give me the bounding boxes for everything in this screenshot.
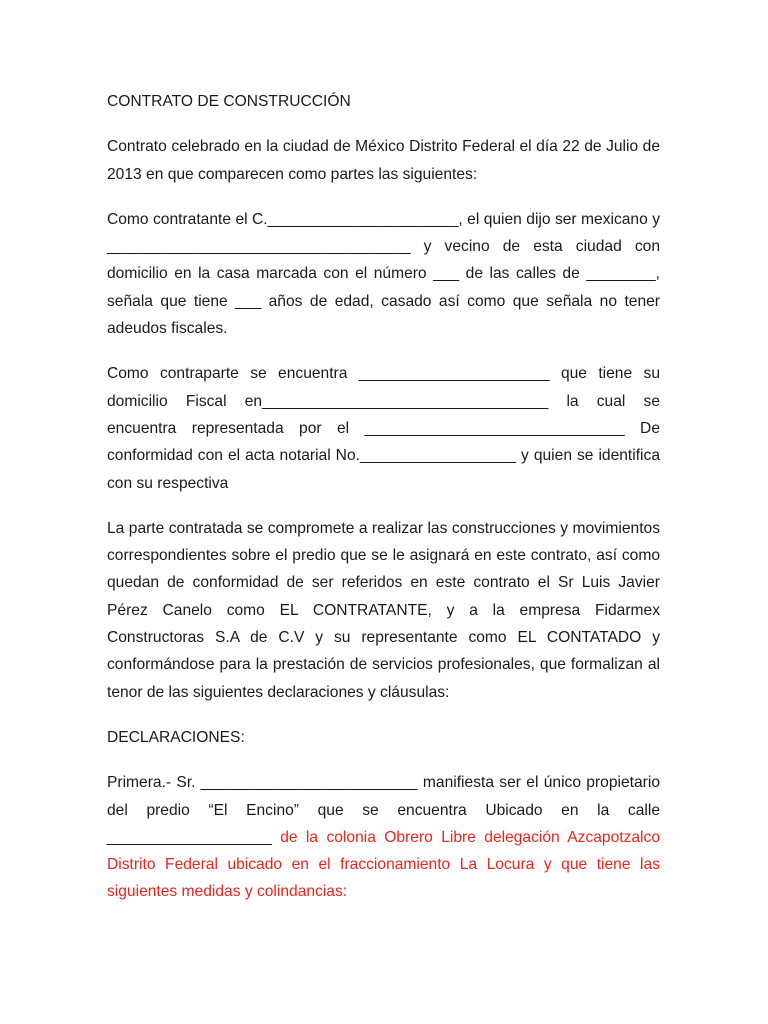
first-declaration-paragraph <box>107 769 660 905</box>
commitment-paragraph: La parte contratada se compromete a realizar las construcciones y movimientos correspondientes sobre el predio que se le asignará en este contrato, así como quedan de conformidad de ser referidos en este contrato el Sr Luis Javier Pérez Canelo como EL CONTRATANTE, y a la empresa Fidarmex Constructoras S.A de C.V y su representante como EL CONTATADO y conformándose para la prestación de servicios profesionales, que formalizan al tenor de las siguientes declaraciones y cláusulas: <box>107 519 660 701</box>
contract-title: CONTRATO DE CONSTRUCCIÓN <box>107 93 351 110</box>
intro-paragraph: Contrato celebrado en la ciudad de México Distrito Federal el día 22 de Julio de 2013 en que comparecen como partes las siguientes: <box>107 138 660 183</box>
first-declaration-text: Primera.- Sr. _________________________ manifiesta ser el único propietario del predio “El Encino” que se encuentra Ubicado en la calle ___________________ <box>107 774 660 846</box>
counterparty-paragraph: Como contraparte se encuentra ______________________ que tiene su domicilio Fiscal en_________________________________ la cual se encuentra representada por el ______________________________ De conformidad con el acta notarial No.__________________ y quien se identifica con su respectiva <box>107 365 660 492</box>
first-declaration-location-text: de la colonia Obrero Libre delegación Azcapotzalco Distrito Federal ubicado en el fraccionamiento La Locura y que tiene las siguientes medidas y colindancias: <box>107 828 660 901</box>
declarations-heading: DECLARACIONES: <box>107 728 245 746</box>
contract-page <box>107 88 660 924</box>
contracting-party-paragraph: Como contratante el C.______________________, el quien dijo ser mexicano y ___________________________________ y vecino de esta ciudad con domicilio en la casa marcada con el número ___ de las calles de ________, señala que tiene ___ años de edad, casado así como que señala no tener adeudos fiscales. <box>107 210 660 338</box>
